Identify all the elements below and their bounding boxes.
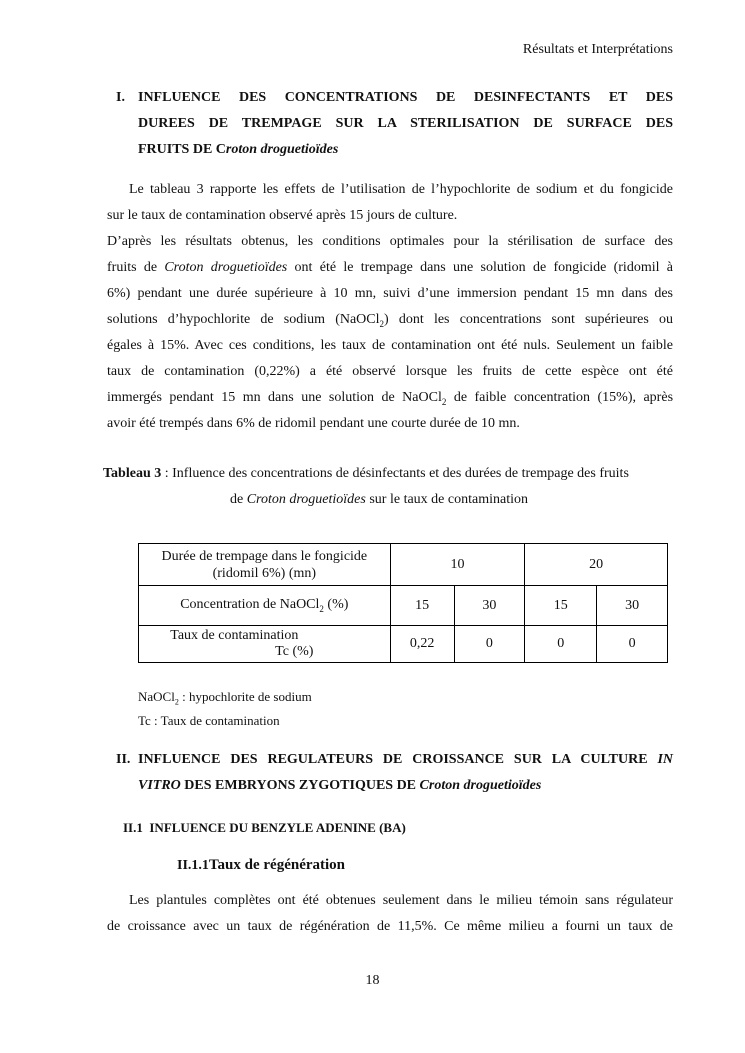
running-header: Résultats et Interprétations bbox=[522, 42, 673, 57]
section-1-title-line-2: DUREES DE TREMPAGE SUR LA STERILISATION DE SURFACE DES bbox=[138, 116, 673, 131]
duration-10: 10 bbox=[390, 544, 525, 586]
paragraph-2-line-6: taux de contamination (0,22%) a été observé lorsque les fruits de cette espèce ont été bbox=[107, 364, 673, 379]
paragraph-2-line-7 bbox=[107, 390, 673, 407]
subsection-2-1-1-number: II.1.1 bbox=[177, 858, 209, 873]
table-3-caption-de: de bbox=[230, 492, 247, 507]
paragraph-3-line-2: de croissance avec un taux de régénération de 11,5%. Ce même milieu a fourni un taux de bbox=[107, 919, 673, 934]
paragraph-2-text-concentration: de faible concentration (15%), après bbox=[446, 390, 674, 405]
table-3-caption-line-2 bbox=[230, 492, 528, 508]
subscript-2: 2 bbox=[441, 396, 447, 407]
section-2-number: II. bbox=[116, 752, 131, 767]
table-header-contamination bbox=[139, 626, 391, 663]
note-1-naocl: NaOCl bbox=[138, 689, 175, 704]
section-2-title-vitro: VITRO bbox=[138, 778, 181, 793]
concentration-cell: 30 bbox=[597, 586, 668, 626]
duration-label-line-2: (ridomil 6%) (mn) bbox=[212, 565, 317, 581]
section-1-title-text: FRUITS DE C bbox=[138, 142, 226, 157]
subsection-2-1-number: II.1 bbox=[123, 820, 143, 835]
paragraph-2-text-rest: ) dont les concentrations sont supérieures ou bbox=[384, 312, 673, 327]
subscript-2: 2 bbox=[319, 603, 324, 614]
section-2-title-species: Croton droguetioïdes bbox=[419, 778, 542, 793]
subsection-2-1-title: INFLUENCE DU BENZYLE ADENINE (BA) bbox=[149, 820, 406, 835]
table-3 bbox=[138, 543, 668, 663]
section-2-title-line-2 bbox=[138, 778, 673, 794]
rate-cell: 0 bbox=[597, 626, 668, 663]
paragraph-2-text-naocl: solutions d’hypochlorite de sodium (NaOCl bbox=[107, 312, 380, 327]
section-2-title-text: INFLUENCE DES REGULATEURS DE CROISSANCE SUR LA CULTURE bbox=[138, 752, 658, 767]
duration-label-line-1: Durée de trempage dans le fongicide bbox=[161, 548, 368, 564]
duration-20: 20 bbox=[525, 544, 668, 586]
table-row-contamination bbox=[139, 626, 668, 663]
table-3-caption-label: Tableau 3 bbox=[103, 466, 162, 481]
table-header-concentration bbox=[139, 586, 391, 626]
table-3-caption-line-1 bbox=[103, 466, 629, 482]
paragraph-2-line-8: avoir été trempés dans 6% de ridomil pendant une courte durée de 10 mn. bbox=[107, 416, 520, 431]
page-number: 18 bbox=[365, 973, 380, 988]
table-row-concentration bbox=[139, 586, 668, 626]
rate-cell: 0,22 bbox=[390, 626, 454, 663]
paragraph-2-line-4 bbox=[107, 312, 673, 329]
paragraph-2-line-2 bbox=[107, 260, 673, 276]
table-note-2: Tc : Taux de contamination bbox=[138, 713, 280, 728]
section-1-number: I. bbox=[116, 90, 125, 105]
section-2-title-line-1 bbox=[138, 752, 673, 768]
section-2-title-in: IN bbox=[657, 752, 673, 767]
rate-cell: 0 bbox=[525, 626, 597, 663]
section-1-title-species: roton droguetioïdes bbox=[225, 142, 339, 157]
rate-cell: 0 bbox=[454, 626, 525, 663]
table-3-caption-text: : Influence des concentrations de désinfectants et des durées de trempage des fruits bbox=[161, 466, 629, 481]
table-note-1 bbox=[138, 689, 312, 707]
concentration-label: Concentration de NaOCl bbox=[180, 597, 320, 613]
paragraph-2-text-immerges: immergés pendant 15 mn dans une solution de NaOCl bbox=[107, 390, 442, 405]
paragraph-3-line-1: Les plantules complètes ont été obtenues seulement dans le milieu témoin sans régulateur bbox=[129, 893, 673, 908]
paragraph-2-text-c: ont été le trempage dans une solution de fongicide (ridomil à bbox=[287, 260, 673, 275]
section-1-title-line-3 bbox=[138, 142, 673, 158]
subscript-2: 2 bbox=[174, 697, 179, 707]
paragraph-2-line-1: D’après les résultats obtenus, les conditions optimales pour la stérilisation de surface des bbox=[107, 234, 673, 249]
contamination-label-line-1: Taux de contamination bbox=[170, 628, 299, 643]
paragraph-2-line-5: égales à 15%. Avec ces conditions, les taux de contamination ont été nuls. Seulement un faible bbox=[107, 338, 673, 353]
subsection-2-1-1-heading bbox=[177, 857, 345, 874]
paragraph-1-line-2: sur le taux de contamination observé après 15 jours de culture. bbox=[107, 208, 458, 223]
paragraph-1-line-1: Le tableau 3 rapporte les effets de l’utilisation de l’hypochlorite de sodium et du fongicide bbox=[129, 182, 673, 197]
table-row-duration bbox=[139, 544, 668, 586]
paragraph-2-species: Croton droguetioïdes bbox=[164, 260, 288, 275]
concentration-cell: 30 bbox=[454, 586, 525, 626]
note-1-text: : hypochlorite de sodium bbox=[178, 689, 312, 704]
contamination-label-line-2: Tc (%) bbox=[275, 644, 314, 659]
subscript-2: 2 bbox=[379, 318, 385, 329]
table-3-caption-rest: sur le taux de contamination bbox=[365, 492, 528, 507]
subsection-2-1-heading bbox=[123, 820, 406, 836]
concentration-cell: 15 bbox=[525, 586, 597, 626]
subsection-2-1-1-title: Taux de régénération bbox=[208, 857, 346, 873]
section-1-title-line-1: INFLUENCE DES CONCENTRATIONS DE DESINFECTANTS ET DES bbox=[138, 90, 673, 105]
paragraph-2-line-3: 6%) pendant une durée supérieure à 10 mn, suivi d’une immersion pendant 15 mn dans des bbox=[107, 286, 673, 301]
concentration-unit: (%) bbox=[323, 597, 349, 613]
table-header-duration bbox=[139, 544, 391, 586]
concentration-cell: 15 bbox=[390, 586, 454, 626]
table-3-caption-species: Croton droguetioïdes bbox=[246, 492, 366, 507]
paragraph-2-text-a: fruits de bbox=[107, 260, 165, 275]
section-2-title-embryons: DES EMBRYONS ZYGOTIQUES DE bbox=[180, 778, 420, 793]
